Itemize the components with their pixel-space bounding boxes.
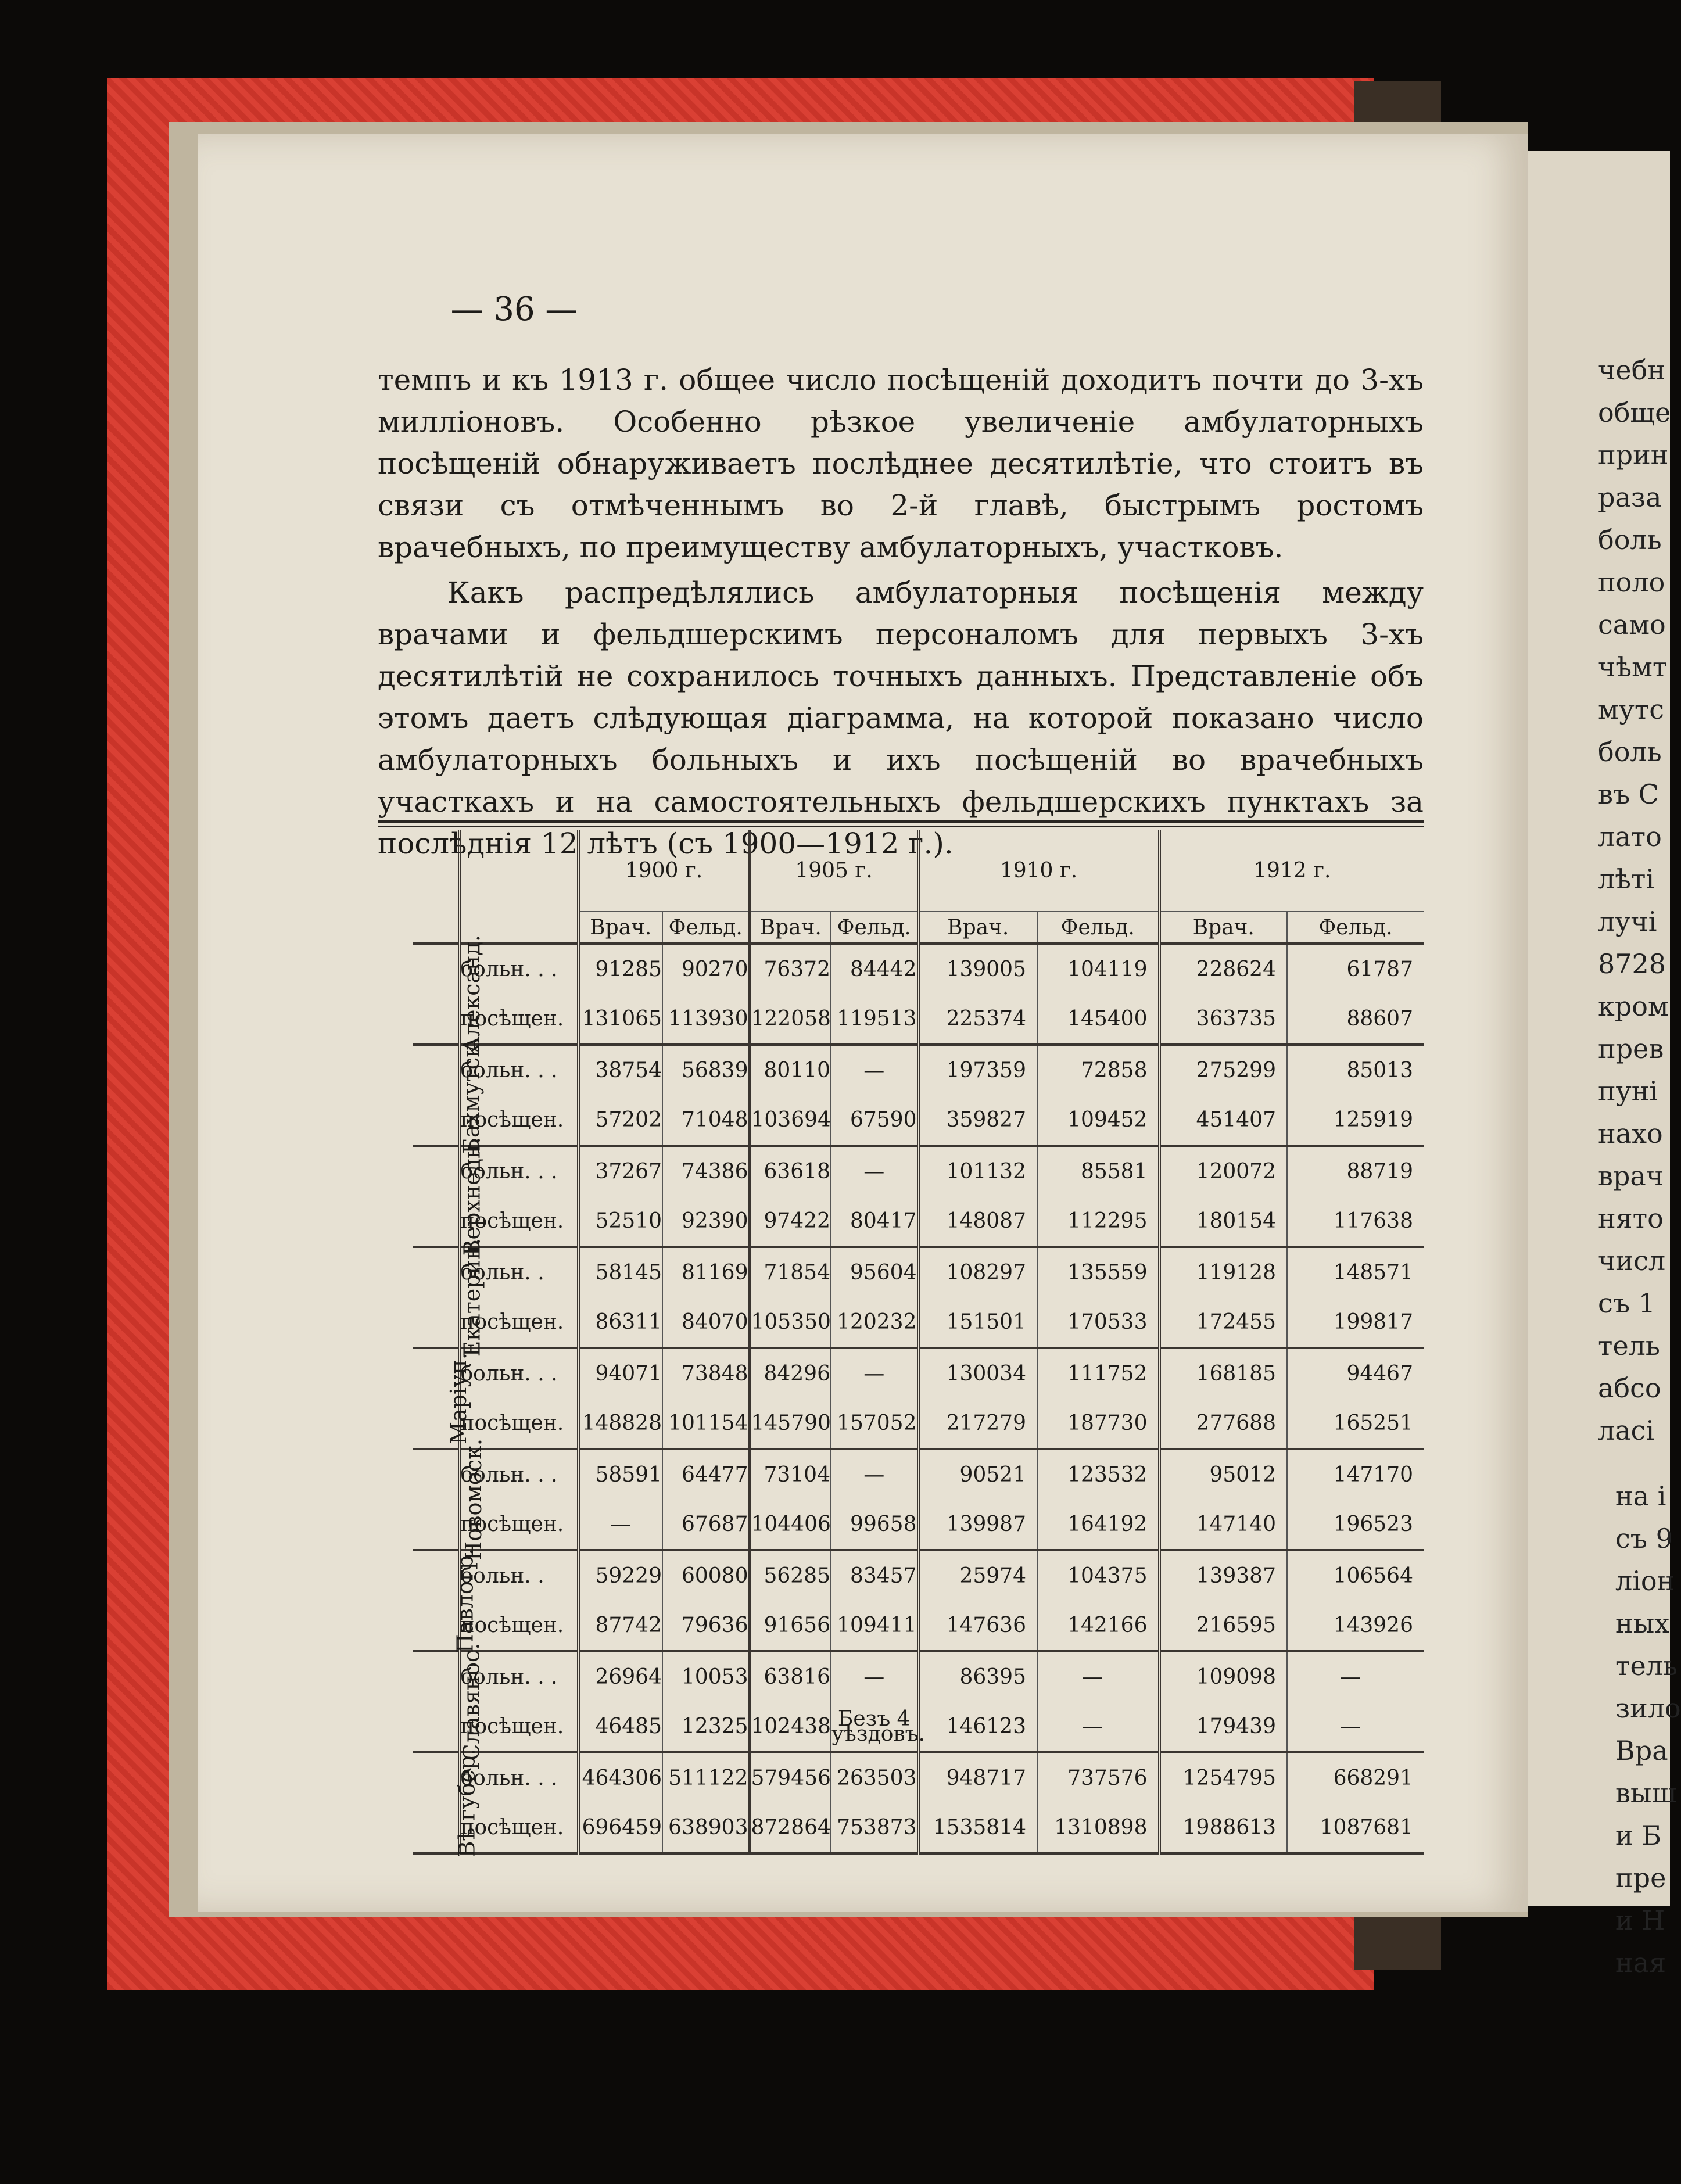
table-cell: 56285 (750, 1550, 831, 1601)
row-label: посѣщен. (459, 1500, 578, 1550)
table-cell: 95012 (1159, 1449, 1287, 1500)
table-cell: 147636 (918, 1601, 1037, 1651)
table-cell: 71854 (750, 1247, 831, 1297)
next-page-text-fragment: врач (1598, 1160, 1664, 1192)
adjacent-page (1522, 151, 1681, 1978)
table-row (413, 944, 1424, 994)
district-label: Павлогр. (452, 1548, 478, 1654)
next-page-text-fragment: съ 9 (1615, 1523, 1673, 1554)
table-cell: 123532 (1037, 1449, 1159, 1500)
sub-header-vrach: Врач. (750, 912, 831, 944)
table-cell: 94467 (1287, 1348, 1424, 1398)
table-cell: 59229 (578, 1550, 662, 1601)
table-cell: 52510 (578, 1196, 662, 1247)
table-cell: 85581 (1037, 1146, 1159, 1196)
district-label: Александ. (458, 935, 485, 1053)
table-cell: 139987 (918, 1500, 1037, 1550)
table-cell: 90521 (918, 1449, 1037, 1500)
table-cell: 109452 (1037, 1095, 1159, 1146)
table-cell: 67687 (662, 1500, 750, 1550)
table-cell: 225374 (918, 994, 1037, 1045)
table-cell: 263503 (831, 1752, 918, 1803)
table-cell: 84442 (831, 944, 918, 994)
table-cell: 363735 (1159, 994, 1287, 1045)
ambulatory-visits-table (413, 830, 1424, 1855)
table-cell: Безъ 4 уѣздовъ. (831, 1702, 918, 1752)
table-cell: 86395 (918, 1651, 1037, 1702)
table-cell: 87742 (578, 1601, 662, 1651)
table-cell: 638903 (662, 1803, 750, 1853)
table-cell: 60080 (662, 1550, 750, 1601)
table-cell: 737576 (1037, 1752, 1159, 1803)
next-page-text-fragment: нахо (1598, 1118, 1663, 1149)
table-cell: — (831, 1651, 918, 1702)
row-label: больн. . . (459, 1752, 578, 1803)
table-cell: 872864 (750, 1803, 831, 1853)
table-cell: 84070 (662, 1297, 750, 1348)
table-row (413, 1348, 1424, 1398)
next-page-text-fragment: абсо (1598, 1372, 1661, 1404)
table-cell: 146123 (918, 1702, 1037, 1752)
table-cell: 130034 (918, 1348, 1037, 1398)
table-cell: 145790 (750, 1398, 831, 1449)
table-cell: 275299 (1159, 1045, 1287, 1095)
next-page-text-fragment: зило (1615, 1692, 1681, 1724)
table-row (413, 1095, 1424, 1146)
table-cell: 579456 (750, 1752, 831, 1803)
paragraph-2: Какъ распредѣлялись амбулаторныя посѣщенія между врачами и фельдшерскимъ персоналомъ для первыхъ 3-хъ десятилѣтій не сохранилось точныхъ данныхъ. Представленіе объ этомъ даетъ слѣдующая діаграмма, на которой показано число амбулаторныхъ больныхъ и ихъ посѣщеній во врачебныхъ участкахъ и на самостоятельныхъ фельдшерскихъ пунктахъ за послѣднія 12 лѣтъ (съ 1900—1912 г.). (378, 576, 1424, 860)
table-cell: 61787 (1287, 944, 1424, 994)
table-cell: 125919 (1287, 1095, 1424, 1146)
table-cell: 26964 (578, 1651, 662, 1702)
table-cell: 101132 (918, 1146, 1037, 1196)
year-1912: 1912 г. (1159, 830, 1424, 912)
year-1905: 1905 г. (750, 830, 918, 912)
table-row (413, 1500, 1424, 1550)
table-cell: 102438 (750, 1702, 831, 1752)
table-cell: 948717 (918, 1752, 1037, 1803)
table-cell: 81169 (662, 1247, 750, 1297)
table-cell: 57202 (578, 1095, 662, 1146)
next-page-text-fragment: выш (1615, 1777, 1677, 1809)
table-cell: — (831, 1449, 918, 1500)
table-row (413, 1550, 1424, 1601)
table-cell: 101154 (662, 1398, 750, 1449)
row-label: посѣщен. (459, 994, 578, 1045)
table-cell: 12325 (662, 1702, 750, 1752)
sub-header-vrach: Врач. (1159, 912, 1287, 944)
table-cell: 38754 (578, 1045, 662, 1095)
table-cell: 1254795 (1159, 1752, 1287, 1803)
table-cell: 95604 (831, 1247, 918, 1297)
table-cell: — (1037, 1651, 1159, 1702)
next-page-text-fragment: нято (1598, 1203, 1664, 1234)
next-page-text-fragment: и Н (1615, 1905, 1665, 1936)
table-cell: 170533 (1037, 1297, 1159, 1348)
table-cell: 148828 (578, 1398, 662, 1449)
district-name (413, 1748, 480, 1857)
next-page-text-fragment: числ (1598, 1245, 1666, 1276)
table-cell: 139387 (1159, 1550, 1287, 1601)
row-label: больн. . . (459, 1348, 578, 1398)
table-cell: 91656 (750, 1601, 831, 1651)
row-label: посѣщен. (459, 1803, 578, 1853)
row-label: посѣщен. (459, 1601, 578, 1651)
sub-header-feld: Фельд. (1037, 912, 1159, 944)
table-cell: 119513 (831, 994, 918, 1045)
table-cell: 103694 (750, 1095, 831, 1146)
table-cell: 216595 (1159, 1601, 1287, 1651)
table-cell: 197359 (918, 1045, 1037, 1095)
table-cell: 74386 (662, 1146, 750, 1196)
next-page-text-fragment: тель (1598, 1330, 1660, 1361)
table-cell: 179439 (1159, 1702, 1287, 1752)
table-cell: 131065 (578, 994, 662, 1045)
next-page-text-fragment: на і (1615, 1480, 1666, 1512)
table-cell: 58145 (578, 1247, 662, 1297)
table-cell: 46485 (578, 1702, 662, 1752)
table-cell: 97422 (750, 1196, 831, 1247)
next-page-text-fragment: обще (1598, 397, 1671, 428)
table-cell: 122058 (750, 994, 831, 1045)
table-cell: 151501 (918, 1297, 1037, 1348)
table-cell: — (831, 1348, 918, 1398)
table-cell: 91285 (578, 944, 662, 994)
table-cell: 86311 (578, 1297, 662, 1348)
table-cell: 1087681 (1287, 1803, 1424, 1853)
row-label: больн. . . (459, 1146, 578, 1196)
table-cell: 1535814 (918, 1803, 1037, 1853)
sub-header-feld: Фельд. (1287, 912, 1424, 944)
table-row (413, 1196, 1424, 1247)
table-top-rule (378, 820, 1424, 823)
table-cell: 76372 (750, 944, 831, 994)
table-row (413, 1803, 1424, 1853)
table-cell: 147140 (1159, 1500, 1287, 1550)
table-cell: 80417 (831, 1196, 918, 1247)
table-cell: 109098 (1159, 1651, 1287, 1702)
district-label: Верхнедн. (459, 1136, 485, 1256)
table-row (413, 1702, 1424, 1752)
table-cell: — (1037, 1702, 1159, 1752)
table-cell: 139005 (918, 944, 1037, 994)
table-cell: 90270 (662, 944, 750, 994)
next-page-text-fragment: тель (1615, 1650, 1678, 1681)
table-cell: 1988613 (1159, 1803, 1287, 1853)
table-cell: 753873 (831, 1803, 918, 1853)
table-cell: 172455 (1159, 1297, 1287, 1348)
table-cell: 73848 (662, 1348, 750, 1398)
next-page-text-fragment: кром (1598, 991, 1669, 1022)
table-cell: 217279 (918, 1398, 1037, 1449)
district-name (413, 1348, 471, 1449)
sub-header-feld: Фельд. (831, 912, 918, 944)
table-row (413, 1045, 1424, 1095)
table-cell: — (1287, 1702, 1424, 1752)
row-label: посѣщен. (459, 1398, 578, 1449)
district-label: Бахмутск. (458, 1036, 485, 1154)
district-name (413, 1548, 478, 1654)
table-cell: 199817 (1287, 1297, 1424, 1348)
district-name (413, 1439, 486, 1561)
next-page-text-fragment: боль (1598, 736, 1662, 768)
table-cell: 119128 (1159, 1247, 1287, 1297)
next-page-text-fragment: ліон (1615, 1565, 1675, 1597)
table-cell: 105350 (750, 1297, 831, 1348)
table-cell: 187730 (1037, 1398, 1159, 1449)
table-cell: 165251 (1287, 1398, 1424, 1449)
table-cell: 168185 (1159, 1348, 1287, 1398)
table-cell: — (831, 1146, 918, 1196)
district-label: Славянос. (458, 1643, 485, 1761)
table-cell: — (1287, 1651, 1424, 1702)
row-label: посѣщен. (459, 1196, 578, 1247)
table-cell: 92390 (662, 1196, 750, 1247)
sub-header-feld: Фельд. (662, 912, 750, 944)
next-page-text-fragment: и Б (1615, 1820, 1662, 1851)
year-header-row (413, 830, 1424, 912)
table-cell: 180154 (1159, 1196, 1287, 1247)
table-cell: 108297 (918, 1247, 1037, 1297)
district-label: Новомоск. (460, 1439, 486, 1561)
next-page-text-fragment: чѣмт (1598, 651, 1668, 683)
next-page-text-fragment: въ С (1598, 779, 1659, 810)
district-label: Вѣ губер. (454, 1748, 480, 1857)
table-cell: 148087 (918, 1196, 1037, 1247)
table-cell: 142166 (1037, 1601, 1159, 1651)
table-cell: 67590 (831, 1095, 918, 1146)
table-cell: 120072 (1159, 1146, 1287, 1196)
table-cell: 277688 (1159, 1398, 1287, 1449)
table-cell: 88719 (1287, 1146, 1424, 1196)
table-cell: 10053 (662, 1651, 750, 1702)
table-cell: 696459 (578, 1803, 662, 1853)
table-cell: 88607 (1287, 994, 1424, 1045)
table-cell: 106564 (1287, 1550, 1424, 1601)
district-label: Маріуп. (445, 1353, 471, 1444)
next-page-text-fragment: ных (1615, 1608, 1670, 1639)
table-cell: 56839 (662, 1045, 750, 1095)
table-cell: 79636 (662, 1601, 750, 1651)
next-page-text-fragment: съ 1 (1598, 1288, 1655, 1319)
next-page-text-fragment: мутс (1598, 694, 1665, 725)
table-cell: 135559 (1037, 1247, 1159, 1297)
table-cell: 84296 (750, 1348, 831, 1398)
table-cell: 58591 (578, 1449, 662, 1500)
table-row (413, 1247, 1424, 1297)
table-cell: 112295 (1037, 1196, 1159, 1247)
table-cell: 37267 (578, 1146, 662, 1196)
table-cell: 464306 (578, 1752, 662, 1803)
table-cell: 359827 (918, 1095, 1037, 1146)
next-page-text-fragment: лучі (1598, 906, 1657, 937)
table-cell: 63816 (750, 1651, 831, 1702)
table-cell: — (831, 1045, 918, 1095)
table-top-rule-thin (378, 826, 1424, 827)
row-label: больн. . . (459, 1449, 578, 1500)
table-cell: 104119 (1037, 944, 1159, 994)
year-1900: 1900 г. (578, 830, 750, 912)
sub-header-row (413, 912, 1424, 944)
next-page-text-fragment: Вра (1615, 1735, 1668, 1766)
table-cell: 73104 (750, 1449, 831, 1500)
district-label: Екатерин. (459, 1238, 485, 1357)
row-label: посѣщен. (459, 1702, 578, 1752)
table-cell: 145400 (1037, 994, 1159, 1045)
table-cell: 196523 (1287, 1500, 1424, 1550)
row-label: больн. . . (459, 1651, 578, 1702)
year-1910: 1910 г. (918, 830, 1159, 912)
row-label: больн. . (459, 1247, 578, 1297)
next-page-text-fragment: 8728 (1598, 948, 1666, 980)
table-cell: 147170 (1287, 1449, 1424, 1500)
table-cell: 99658 (831, 1500, 918, 1550)
table-cell: 85013 (1287, 1045, 1424, 1095)
next-page-text-fragment: боль (1598, 524, 1662, 555)
table-cell: 117638 (1287, 1196, 1424, 1247)
table-cell: 109411 (831, 1601, 918, 1651)
next-page-text-fragment: прин (1598, 439, 1669, 471)
table-cell: — (578, 1500, 662, 1550)
row-label: больн. . . (459, 944, 578, 994)
table-cell: 164192 (1037, 1500, 1159, 1550)
row-label: посѣщен. (459, 1297, 578, 1348)
table-cell: 94071 (578, 1348, 662, 1398)
table-cell: 157052 (831, 1398, 918, 1449)
table-cell: 1310898 (1037, 1803, 1159, 1853)
district-name (413, 935, 485, 1053)
next-page-text-fragment: ласі (1598, 1415, 1655, 1446)
next-page-text-fragment: прев (1598, 1033, 1664, 1064)
row-label: больн. . . (459, 1045, 578, 1095)
next-page-text-fragment: само (1598, 609, 1666, 640)
table-cell: 83457 (831, 1550, 918, 1601)
table-cell: 111752 (1037, 1348, 1159, 1398)
row-label: посѣщен. (459, 1095, 578, 1146)
table-cell: 80110 (750, 1045, 831, 1095)
district-name (413, 1643, 485, 1761)
next-page-text-fragment: пуні (1598, 1075, 1658, 1107)
table-cell: 113930 (662, 994, 750, 1045)
table-cell: 63618 (750, 1146, 831, 1196)
table-cell: 120232 (831, 1297, 918, 1348)
table-cell: 64477 (662, 1449, 750, 1500)
district-name (413, 1136, 485, 1256)
table-row (413, 1146, 1424, 1196)
table-row (413, 1449, 1424, 1500)
table-row (413, 1398, 1424, 1449)
table-cell: 511122 (662, 1752, 750, 1803)
district-name (413, 1238, 485, 1357)
table-row (413, 1601, 1424, 1651)
table-cell: 228624 (1159, 944, 1287, 994)
next-page-text-fragment: ная (1615, 1947, 1666, 1978)
next-page-text-fragment: лѣті (1598, 863, 1655, 895)
table-cell: 72858 (1037, 1045, 1159, 1095)
page-number: — 36 — (450, 291, 578, 328)
next-page-text-fragment: поло (1598, 566, 1665, 598)
table-cell: 148571 (1287, 1247, 1424, 1297)
table-cell: 668291 (1287, 1752, 1424, 1803)
paragraph-1: темпъ и къ 1913 г. общее число посѣщеній доходитъ почти до 3-хъ милліоновъ. Особенно рѣзкое увеличеніе амбулаторныхъ посѣщеній обнаруживаетъ послѣднее десятилѣтіе, что стоитъ въ связи съ отмѣченнымъ во 2-й главѣ, быстрымъ ростомъ врачебныхъ, по преимуществу амбулаторныхъ, участковъ. (378, 363, 1424, 564)
table-row (413, 1297, 1424, 1348)
district-name (413, 1036, 485, 1154)
next-page-text-fragment: лато (1598, 821, 1662, 852)
sub-header-vrach: Врач. (918, 912, 1037, 944)
table-cell: 104406 (750, 1500, 831, 1550)
row-label: больн. . (459, 1550, 578, 1601)
table-cell: 104375 (1037, 1550, 1159, 1601)
table-row (413, 994, 1424, 1045)
body-text (378, 359, 1424, 865)
table-row (413, 1752, 1424, 1803)
table-cell: 25974 (918, 1550, 1037, 1601)
next-page-text-fragment: раза (1598, 482, 1662, 513)
table-cell: 451407 (1159, 1095, 1287, 1146)
next-page-text-fragment: пре (1615, 1862, 1666, 1893)
sub-header-vrach: Врач. (578, 912, 662, 944)
table-cell: 71048 (662, 1095, 750, 1146)
next-page-text-fragment: чебн (1598, 354, 1665, 386)
table-cell: 143926 (1287, 1601, 1424, 1651)
table-row (413, 1651, 1424, 1702)
